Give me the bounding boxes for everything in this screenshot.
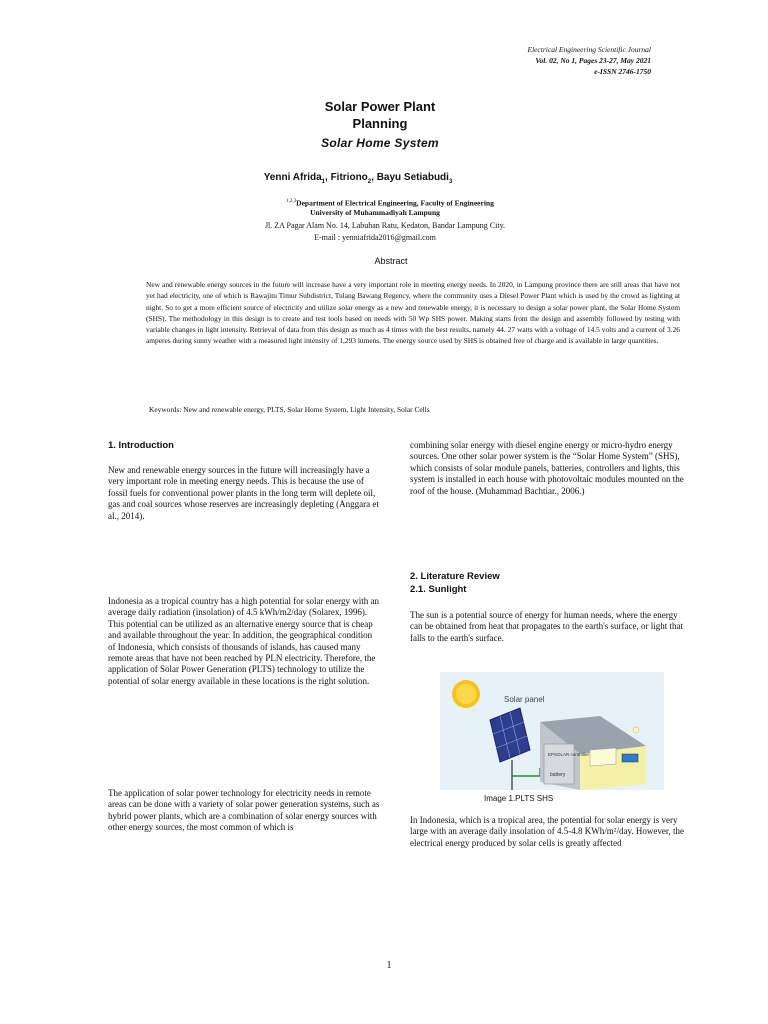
author-affil-mark: 2	[367, 179, 372, 185]
intro-paragraph-2: Indonesia as a tropical country has a high potential for solar energy with an average daily radiation (insolation) of 4.5 kWh/m2/day (Solarex, 1996). This potential can be utilized as an alternative energy source that is cheap and available throughout the year. In addition, the geographical condition of Indonesia, which consists of thousands of islands, has caused many remote areas that have not been reached by PLN electricity. Therefore, the application of Solar Power Generation (PLTS) technology to utilize the potential of solar energy available in these locations is the right solution.	[108, 596, 380, 686]
author-name: Bayu Setiabudi	[376, 172, 449, 183]
journal-name: Electrical Engineering Scientific Journal	[527, 45, 651, 54]
keywords: Keywords: New and renewable energy, PLTS, Solar Home System, Light Intensity, Solar Cells	[149, 405, 430, 414]
author-affil-mark: 3	[448, 179, 453, 185]
section-heading-introduction: 1. Introduction	[108, 440, 174, 451]
intro-paragraph-1: New and renewable energy sources in the future will increasingly have a very important role in meeting energy needs. This is because the use of fossil fuels for conventional power plants in the long term will deplete oil, gas and coal sources whose reserves are increasingly depleting (Anggara et al., 2014).	[108, 465, 379, 521]
right-paragraph-1: combining solar energy with diesel engine energy or micro-hydro energy sources. One other solar power system is the “Solar Home System” (SHS), which consists of solar module panels, batteries, controllers and lights, this system is installed in each house with photovoltaic modules mounted on the roof of the house. (Muhammad Bachtiar., 2006.)	[410, 440, 684, 496]
section-heading-literature-review: 2. Literature Review	[410, 571, 500, 582]
paper-title-line1: Solar Power Plant	[324, 99, 436, 114]
paper-subtitle: Solar Home System	[321, 136, 439, 150]
paper-title-line2: Planning	[352, 116, 408, 131]
abstract-heading: Abstract	[374, 256, 408, 266]
affiliation-marks: 1,2,3	[286, 199, 297, 204]
affiliation-email: E-mail : yenniafrida2016@gmail.com	[314, 233, 436, 242]
battery-label: battery	[550, 772, 566, 778]
affiliation-department	[40, 197, 740, 209]
affiliation-university: University of Muhammadiyah Lampung	[310, 208, 440, 217]
author-affil-mark: 1	[321, 179, 326, 185]
sunlight-paragraph-1: The sun is a potential source of energy for human needs, where the energy can be obtained from heat that propagates to the earth's surface, or light that falls to the earth's surface.	[410, 610, 684, 643]
affiliation-address: Jl. ZA Pagar Alam No. 14, Labuhan Ratu, Kedaton, Bandar Lampung City.	[264, 221, 506, 230]
solar-home-system-illustration	[440, 672, 664, 790]
section-heading-sunlight: 2.1. Sunlight	[410, 584, 467, 595]
affiliation-department-text: Department of Electrical Engineering, Faculty of Engineering	[296, 198, 494, 208]
author-name: Yenni Afrida	[263, 172, 322, 183]
controller-label: EPSOLAR controller	[548, 752, 590, 757]
journal-header	[527, 44, 651, 77]
journal-issn: e-ISSN 2746-1750	[594, 67, 651, 76]
solar-home-system-figure	[440, 672, 664, 790]
page-number: 1	[386, 960, 392, 971]
author-name: Fitriono	[330, 172, 368, 183]
journal-volume: Vol. 02, No 1, Pages 23-27, May 2021	[535, 56, 651, 65]
figure-caption: Image 1.PLTS SHS	[484, 794, 554, 803]
solar-panel-label: Solar panel	[504, 695, 545, 704]
author-list: Yenni Afrida$_1$, Fitriono$_2$, Bayu Setiabudi$_3$	[263, 172, 453, 185]
abstract-text: New and renewable energy sources in the future will increase have a very important role in meeting energy needs. In 2020, in Lampung province there are still areas that have not yet had electricity, one of which is Rawajitu Timur Subdistrict, Tulang Bawang Regency, where the community uses a Diesel Power Plant which is used by the crowd as lighting at night. So to get a more efficient source of electricity and utilize solar energy as a new and renewable energy, it is necessary to design a solar power plant, the Solar Home System (SHS). The methodology in this design is to create and test tools based on needs with 50 Wp SHS power. Making starts from the design and assembly followed by testing with variable changes in light intensity. Retrieval of data from this design as much as 4 times with the best results, namely 44. 27 watts with a voltage of 14.5 volts and a current of 3.26 amperes during sunny weather with a measured light intensity of 1,293 lumens. The energy source used by SHS is obtained free of charge and is available in large quantities.	[146, 280, 680, 346]
sun-icon	[452, 680, 480, 708]
sunlight-paragraph-2: In Indonesia, which is a tropical area, the potential for solar energy is very large with an average daily insolation of 4.5-4.8 KWh/m²/day. However, the electrical energy produced by solar cells is greatly affected	[410, 815, 685, 848]
intro-paragraph-3: The application of solar power technology for electricity needs in remote areas can be done with a variety of solar power generation systems, such as hybrid power plants, which are a combination of solar energy sources with other energy sources, the most common of which is	[108, 788, 380, 833]
